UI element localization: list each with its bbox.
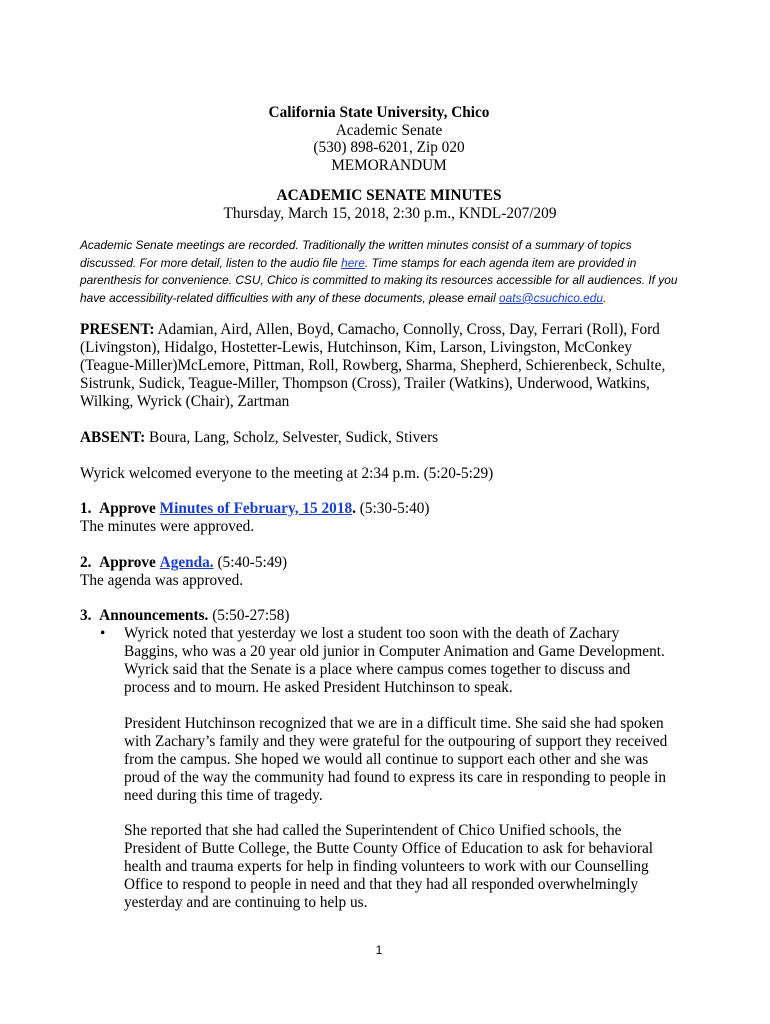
minutes-link[interactable]: Minutes of February, 15 2018 [159,500,353,517]
welcome-line: Wyrick welcomed everyone to the meeting at 2:34 p.m. (5:20-5:29) [80,465,494,482]
notice-end: . [602,290,607,305]
page-number: 1 [375,943,383,957]
announcement-paragraph: She reported that she had called the Superintendent of Chico Unified schools, the President of Butte College, the Butte County Office of Education to ask for behavioral health and trauma experts for help in finding volunteers to work with our Counselling Office to respond to people in need and that they had all responded overwhelmingly yesterday and are continuing to help us. [124,822,654,911]
item-1-result: The minutes were approved. [80,518,255,535]
audio-file-link[interactable]: here [341,255,365,270]
item-1-lead: Approve [99,500,156,517]
item-2-lead: Approve [99,554,156,571]
senate-name: Academic Senate [335,121,443,139]
present-list [80,321,670,411]
meeting-date-line: Thursday, March 15, 2018, 2:30 p.m., KNDL-207/209 [223,204,557,222]
agenda-item-2 [80,554,670,590]
absent-label: ABSENT: [80,429,146,446]
agenda-item-3-heading [80,607,670,625]
item-2-result: The agenda was approved. [80,572,244,589]
item-1-heading [80,500,670,518]
item-2-heading [80,554,670,572]
item-3-time: (5:50-27:58) [212,607,290,624]
agenda-item-1 [80,500,670,536]
announcement-paragraph: President Hutchinson recognized that we are in a difficult time. She said she had spoken with Zachary’s family and they were grateful for the outpouring of support they received from the campus. She hoped we would all continue to support each other and she was proud of the way the community had found to express its care in responding to people in need during this time of tragedy. [124,715,668,804]
contact-info: (530) 898-6201, Zip 020 [313,139,465,156]
announcement-paragraph: Wyrick noted that yesterday we lost a student too soon with the death of Zachary Baggins, who was a 20 year old junior in Computer Animation and Game Development. Wyrick said that the Senate is a place where campus comes together to discuss and process and to mourn. He asked President Hutchinson to speak. [124,625,665,696]
bullet-marker: • [100,625,106,642]
item-3-number: 3. [80,607,92,624]
notice-text: Academic Senate meetings are recorded. Traditionally the written minutes consist of a summary of topics discussed. For more detail, listen to the audio file [80,238,632,270]
item-2-time: (5:40-5:49) [217,554,288,571]
memo-label: MEMORANDUM [331,156,447,174]
minutes-title-block [0,187,770,222]
present-label: PRESENT: [80,321,155,338]
item-2-number: 2. [80,554,92,571]
item-1-time: (5:30-5:40) [359,500,430,517]
accessibility-email-link[interactable]: oats@csuchico.edu [499,290,603,305]
university-name: California State University, Chico [268,104,490,121]
agenda-link[interactable]: Agenda. [159,554,214,571]
recording-notice [80,237,680,307]
minutes-heading: ACADEMIC SENATE MINUTES [276,187,502,204]
notice-text-cont: . Time stamps for each agenda item are provided in parenthesis for convenience. CSU, Chico is committed to making its resources accessible for all audiences. If you have accessibility-related difficulties with any of these documents, please email [80,255,678,305]
item-3-lead: Announcements. [99,607,209,624]
present-names: Adamian, Aird, Allen, Boyd, Camacho, Connolly, Cross, Day, Ferrari (Roll), Ford (Livingston), Hidalgo, Hostetter-Lewis, Hutchinson, Kim, Larson, Livingston, McConkey (Teague-Miller)McLemore, Pittman, Roll, Rowberg, Sharma, Shepherd, Schierenbeck, Schulte, Sistrunk, Sudick, Teague-Miller, Thompson (Cross), Trailer (Watkins), Underwood, Watkins, Wilking, Wyrick (Chair), Zartman [80,321,666,410]
memo-header [0,104,770,174]
absent-names: Boura, Lang, Scholz, Selvester, Sudick, Stivers [149,429,439,446]
item-1-period: . [352,500,356,517]
item-1-number: 1. [80,500,92,517]
absent-list [80,429,670,447]
